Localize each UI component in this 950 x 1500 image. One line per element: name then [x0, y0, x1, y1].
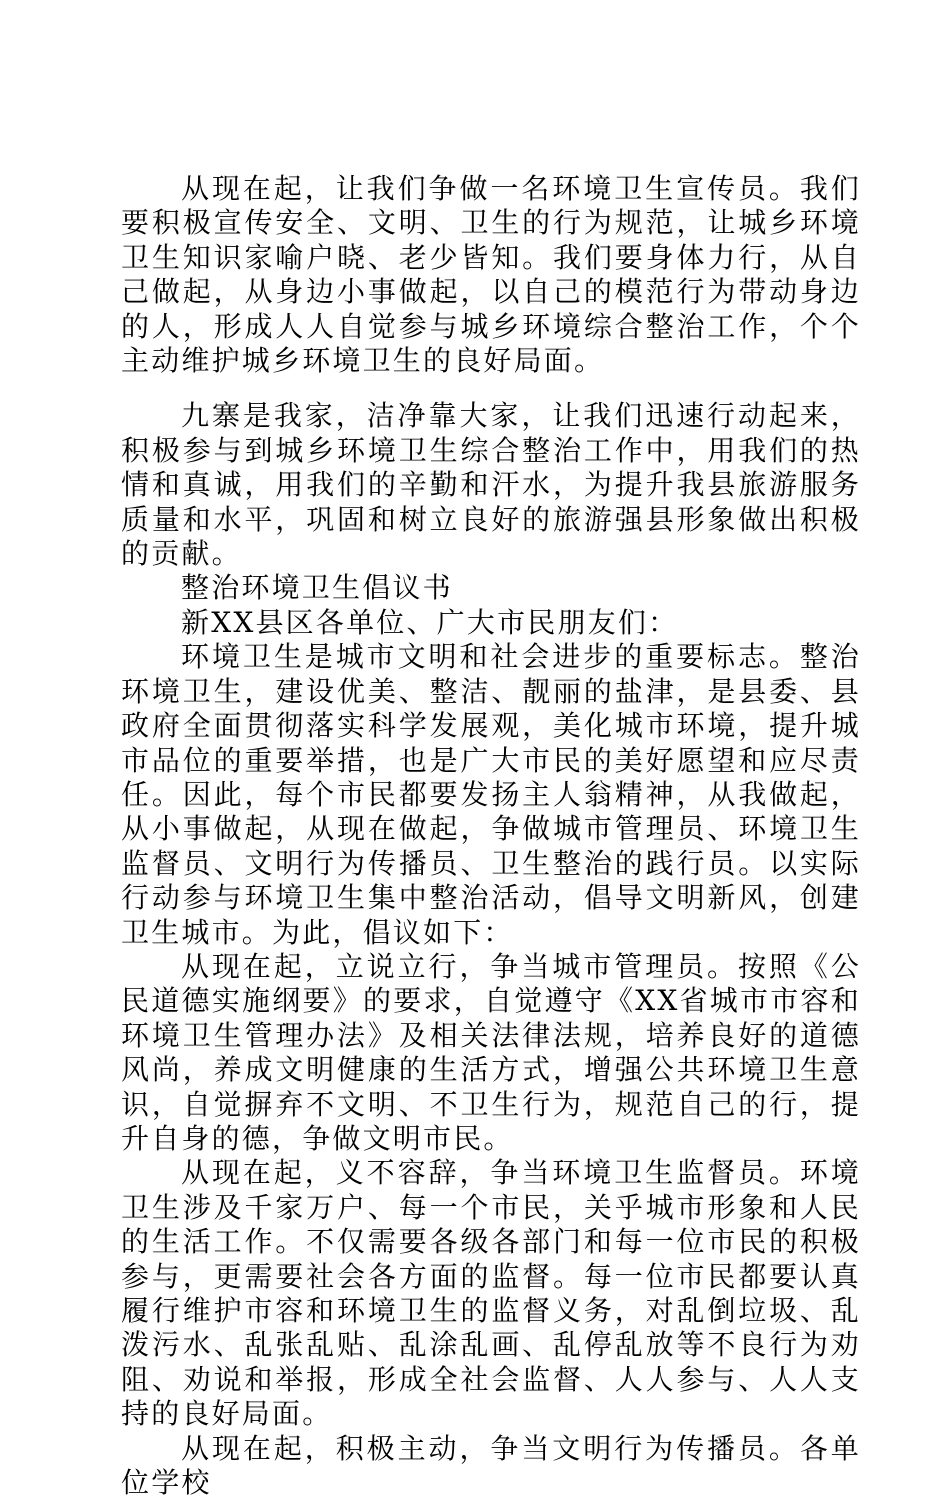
proposal-title: 整治环境卫生倡议书: [181, 571, 453, 605]
paragraph-city-manager: 从现在起，立说立行，争当城市管理员。按照《公民道德实施纲要》的要求，自觉遵守《XX省城市市容和环境卫生管理办法》及相关法律法规，培养良好的道德风尚，养成文明健康的生活方式，增强公共环境卫生意识，自觉摒弃不文明、不卫生行为，规范自己的行，提升自身的德，争做文明市民。: [121, 949, 861, 1155]
paragraph-sanitation-publicist: 从现在起，让我们争做一名环境卫生宣传员。我们要积极宣传安全、文明、卫生的行为规范，让城乡环境卫生知识家喻户晓、老少皆知。我们要身体力行，从自己做起，从身边小事做起，以自己的模范行为带动身边的人，形成人人自觉参与城乡环境综合整治工作，个个主动维护城乡环境卫生的良好局面。: [121, 172, 861, 378]
paragraph-sanitation-supervisor: 从现在起，义不容辞，争当环境卫生监督员。环境卫生涉及千家万户、每一个市民，关乎城市形象和人民的生活工作。不仅需要各级各部门和每一位市民的积极参与，更需要社会各方面的监督。每一位市民都要认真履行维护市容和环境卫生的监督义务，对乱倒垃圾、乱泼污水、乱张乱贴、乱涂乱画、乱停乱放等不良行为劝阻、劝说和举报，形成全社会监督、人人参与、人人支持的良好局面。: [121, 1156, 861, 1431]
paragraph-introduction: 环境卫生是城市文明和社会进步的重要标志。整治环境卫生，建设优美、整洁、靓丽的盐津，是县委、县政府全面贯彻落实科学发展观，美化城市环境，提升城市品位的重要举措，也是广大市民的美好愿望和应尽责任。因此，每个市民都要发扬主人翁精神，从我做起，从小事做起，从现在做起，争做城市管理员、环境卫生监督员、文明行为传播员、卫生整治的践行员。以实际行动参与环境卫生集中整治活动，倡导文明新风，创建卫生城市。为此，倡议如下：: [121, 640, 861, 949]
paragraph-gap: [121, 378, 861, 399]
paragraph-civilization-spreader: 从现在起，积极主动，争当文明行为传播员。各单位学校: [121, 1431, 861, 1500]
document-body: [121, 172, 861, 1500]
paragraph-jiuzhai-appeal: 九寨是我家，洁净靠大家，让我们迅速行动起来，积极参与到城乡环境卫生综合整治工作中，用我们的热情和真诚，用我们的辛勤和汗水，为提升我县旅游服务质量和水平，巩固和树立良好的旅游强县形象做出积极的贡献。: [121, 399, 861, 571]
salutation: 新XX县区各单位、广大市民朋友们：: [181, 605, 679, 639]
